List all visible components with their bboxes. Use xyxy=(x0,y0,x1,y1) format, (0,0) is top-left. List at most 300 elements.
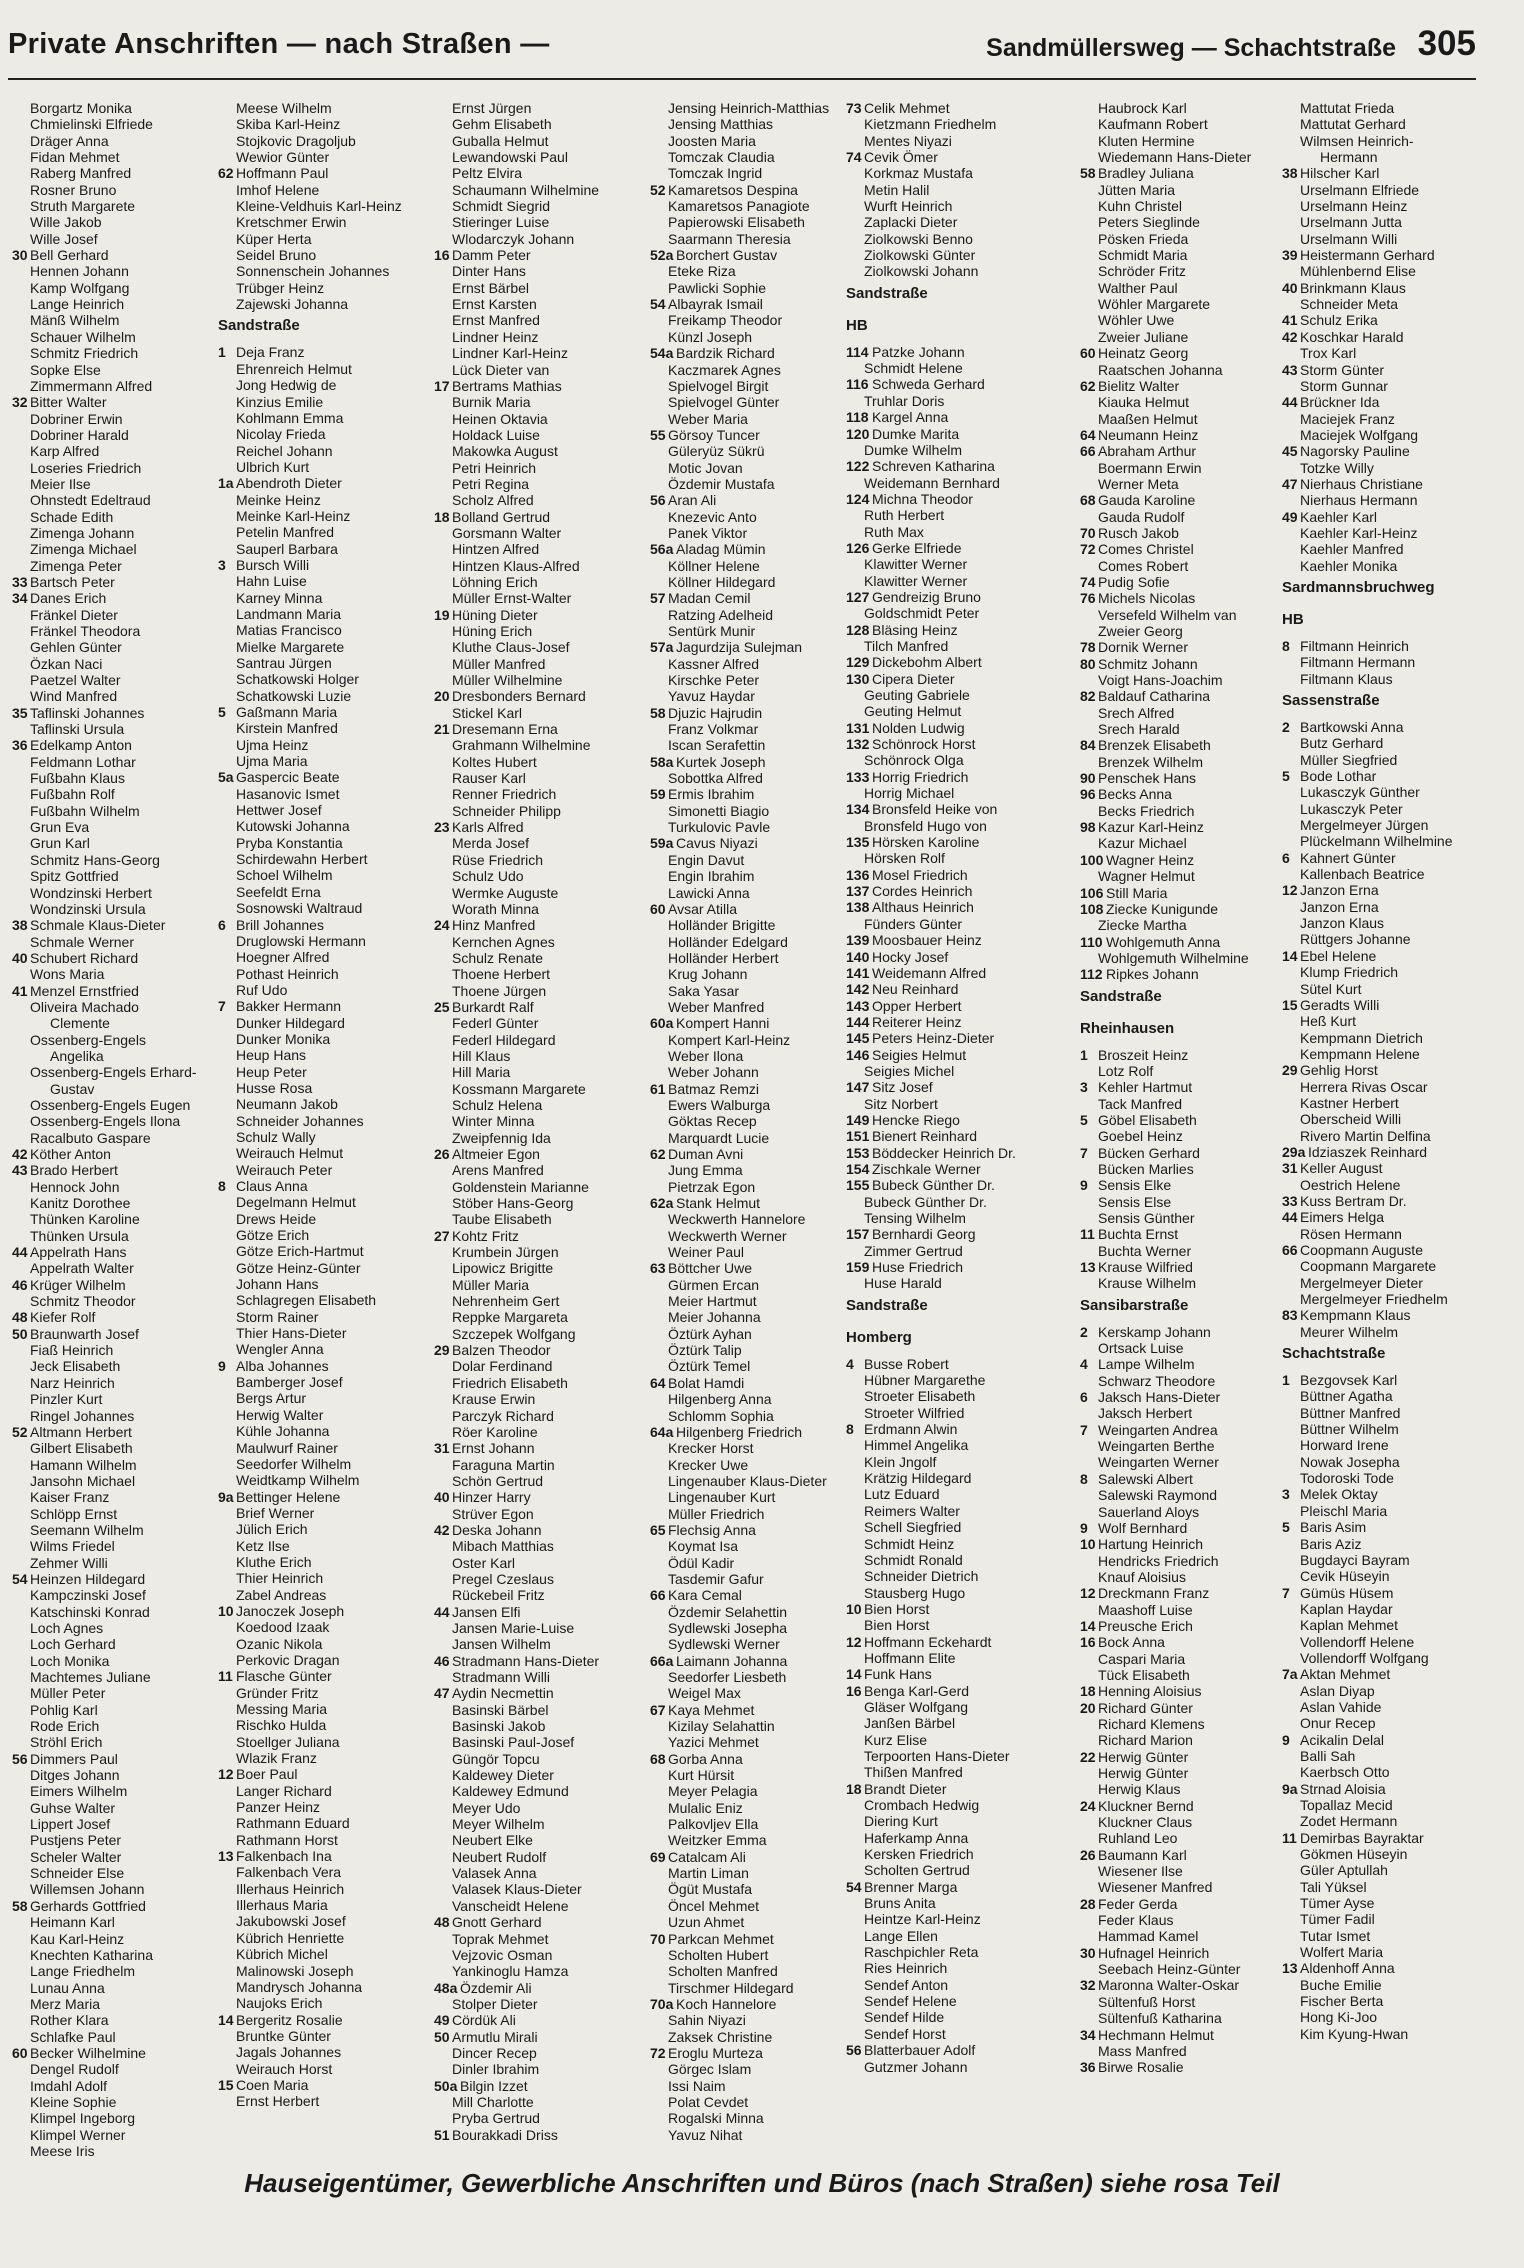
resident-name: Wind Manfred xyxy=(30,688,118,705)
resident-entry xyxy=(434,509,644,525)
house-number: 72 xyxy=(650,2044,666,2061)
resident-entry xyxy=(218,1668,428,1684)
resident-name: Holdack Luise xyxy=(452,426,540,443)
resident-name: Schlöpp Ernst xyxy=(30,1505,118,1522)
resident-entry xyxy=(846,1781,1076,1797)
resident-entry xyxy=(218,1538,428,1554)
resident-entry xyxy=(434,1718,644,1734)
street-heading xyxy=(218,312,428,344)
resident-entry xyxy=(846,1944,1076,1960)
resident-name: Sahin Niyazi xyxy=(668,2012,746,2029)
resident-entry xyxy=(218,1734,428,1750)
resident-name: Birwe Rosalie xyxy=(1098,2059,1184,2076)
house-number: 72 xyxy=(1080,541,1096,558)
resident-name: Kassner Alfred xyxy=(668,655,760,672)
resident-name: Ruth Max xyxy=(864,523,924,540)
resident-entry xyxy=(650,2078,840,2094)
resident-name: Lukasczyk Günther xyxy=(1300,784,1420,801)
resident-entry xyxy=(650,460,840,476)
resident-entry xyxy=(650,983,840,999)
resident-entry xyxy=(650,1146,840,1162)
resident-entry xyxy=(1282,1258,1482,1274)
resident-entry xyxy=(1080,1210,1280,1226)
resident-entry xyxy=(1080,623,1280,639)
resident-entry xyxy=(12,819,212,835)
resident-entry xyxy=(434,1440,644,1456)
resident-entry xyxy=(218,214,428,230)
resident-name: Kerskamp Johann xyxy=(1098,1323,1211,1340)
resident-entry xyxy=(218,1489,428,1505)
resident-name: Hintzen Alfred xyxy=(452,541,540,558)
resident-name: Hübner Margarethe xyxy=(864,1372,986,1389)
resident-entry xyxy=(846,801,1076,817)
resident-entry xyxy=(218,377,428,393)
resident-entry xyxy=(1080,1259,1280,1275)
directory-column xyxy=(650,100,840,2142)
resident-name: Basinski Paul-Josef xyxy=(452,1734,575,1751)
resident-entry xyxy=(218,1554,428,1570)
resident-entry xyxy=(218,231,428,247)
resident-entry xyxy=(1080,427,1280,443)
resident-name: Weidtkamp Wilhelm xyxy=(236,1472,360,1489)
resident-entry xyxy=(1080,1063,1280,1079)
resident-entry xyxy=(650,1604,840,1620)
house-number: 64 xyxy=(1080,426,1096,443)
house-number: 7 xyxy=(1080,1144,1088,1161)
resident-name: Nicolay Frieda xyxy=(236,426,326,443)
resident-name: Tück Elisabeth xyxy=(1098,1666,1190,1683)
resident-entry xyxy=(12,983,212,999)
resident-entry xyxy=(218,966,428,982)
resident-name: Rösen Hermann xyxy=(1300,1225,1402,1242)
house-number: 54 xyxy=(846,1878,862,1895)
resident-name: Stöber Hans-Georg xyxy=(452,1195,574,1212)
house-number: 12 xyxy=(1282,882,1298,899)
resident-name: Eimers Wilhelm xyxy=(30,1783,128,1800)
resident-name: Kompert Hanni xyxy=(676,1015,770,1032)
resident-entry xyxy=(1282,149,1482,165)
resident-name: Kurz Elise xyxy=(864,1731,928,1748)
resident-entry xyxy=(1282,247,1482,263)
house-number: 30 xyxy=(1080,1944,1096,1961)
resident-name: Gutzmer Johann xyxy=(864,2058,968,2075)
resident-name: Schmitz Johann xyxy=(1098,655,1198,672)
resident-name: Petelin Manfred xyxy=(236,524,335,541)
resident-name: Özdemir Selahettin xyxy=(668,1603,788,1620)
resident-entry xyxy=(846,2042,1076,2058)
house-number: 159 xyxy=(846,1259,870,1276)
resident-entry xyxy=(12,852,212,868)
resident-entry xyxy=(218,1897,428,1913)
house-number: 48 xyxy=(434,1914,450,1931)
resident-entry xyxy=(12,1604,212,1620)
resident-entry xyxy=(12,1898,212,1914)
resident-name: Spitz Gottfried xyxy=(30,868,119,885)
resident-name: Storm Günter xyxy=(1300,361,1385,378)
resident-entry xyxy=(12,950,212,966)
resident-name: Jung Emma xyxy=(668,1162,743,1179)
resident-name: Stradmann Hans-Dieter xyxy=(452,1652,600,1669)
resident-name: Scholten Manfred xyxy=(668,1963,778,1980)
street-heading xyxy=(1080,983,1280,1015)
resident-name: Zimenga Peter xyxy=(30,557,122,574)
resident-name: Filtmann Klaus xyxy=(1300,670,1393,687)
resident-entry xyxy=(1080,705,1280,721)
resident-entry xyxy=(218,2061,428,2077)
resident-name: Gründer Fritz xyxy=(236,1684,319,1701)
house-number: 24 xyxy=(1080,1797,1096,1814)
house-number: 42 xyxy=(434,1521,450,1538)
resident-name: Demirbas Bayraktar xyxy=(1300,1829,1424,1846)
resident-entry xyxy=(218,982,428,998)
resident-name: Wondzinski Herbert xyxy=(30,884,152,901)
resident-name: Hong Ki-Joo xyxy=(1300,2009,1378,2026)
resident-entry xyxy=(650,885,840,901)
resident-name: Kersken Friedrich xyxy=(864,1846,974,1863)
resident-name: Schubert Richard xyxy=(30,949,139,966)
resident-entry xyxy=(1282,263,1482,279)
resident-name: Köllner Hildegard xyxy=(668,573,776,590)
resident-entry xyxy=(434,149,644,165)
resident-name: Heup Peter xyxy=(236,1063,307,1080)
resident-name: Federl Günter xyxy=(452,1015,539,1032)
house-number: 7 xyxy=(1080,1421,1088,1438)
resident-name: Angelika xyxy=(50,1047,104,1064)
house-number: 49 xyxy=(1282,508,1298,525)
resident-name: Dornik Werner xyxy=(1098,639,1188,656)
resident-name: Still Maria xyxy=(1106,884,1168,901)
house-number: 44 xyxy=(1282,1209,1298,1226)
resident-entry xyxy=(650,754,840,770)
resident-entry xyxy=(846,1568,1076,1584)
resident-entry xyxy=(1282,1960,1482,1976)
house-number: 6 xyxy=(1080,1389,1088,1406)
resident-name: Menzel Ernstfried xyxy=(30,982,139,999)
resident-entry xyxy=(650,1097,840,1113)
resident-name: Hennen Johann xyxy=(30,263,129,280)
resident-name: Stickel Karl xyxy=(452,704,523,721)
resident-entry xyxy=(846,1226,1076,1242)
resident-entry xyxy=(650,1751,840,1767)
resident-entry xyxy=(12,1097,212,1113)
resident-name: Kim Kyung-Hwan xyxy=(1300,2025,1409,2042)
resident-entry xyxy=(12,1980,212,1996)
resident-name: Pietrzak Egon xyxy=(668,1178,756,1195)
resident-entry xyxy=(650,607,840,623)
resident-name: Zweipfennig Ida xyxy=(452,1129,551,1146)
resident-entry xyxy=(846,1650,1076,1666)
resident-entry xyxy=(1282,1993,1482,2009)
resident-name: Kiefer Rolf xyxy=(30,1309,96,1326)
resident-entry xyxy=(1080,1651,1280,1667)
resident-entry xyxy=(434,541,644,557)
resident-entry xyxy=(434,1653,644,1669)
resident-name: Freikamp Theodor xyxy=(668,312,783,329)
resident-name: Zimenga Johann xyxy=(30,524,135,541)
resident-entry xyxy=(218,688,428,704)
resident-name: Edelkamp Anton xyxy=(30,737,132,754)
house-number: 52a xyxy=(650,247,674,264)
resident-name: Sendef Horst xyxy=(864,2025,946,2042)
resident-name: Jansohn Michael xyxy=(30,1472,136,1489)
resident-name: Schlagregen Elisabeth xyxy=(236,1292,377,1309)
resident-name: Kinzius Emilie xyxy=(236,393,324,410)
resident-name: Schneider Johannes xyxy=(236,1112,364,1129)
resident-name: Kirschke Peter xyxy=(668,672,760,689)
resident-entry xyxy=(434,1130,644,1146)
header-left-title: Private Anschriften — nach Straßen — xyxy=(8,28,550,60)
resident-name: Vollendorff Helene xyxy=(1300,1633,1415,1650)
resident-name: Janzon Erna xyxy=(1300,898,1379,915)
resident-entry xyxy=(650,1506,840,1522)
resident-entry xyxy=(650,116,840,132)
resident-entry xyxy=(12,1996,212,2012)
house-number: 122 xyxy=(846,458,870,475)
house-number: 13 xyxy=(1080,1259,1096,1276)
resident-name: Seidel Bruno xyxy=(236,247,317,264)
resident-name: Bronsfeld Heike von xyxy=(872,801,998,818)
resident-name: Herrera Rivas Oscar xyxy=(1300,1078,1428,1095)
resident-name: Aydin Necmettin xyxy=(452,1685,554,1702)
resident-name: Dumke Marita xyxy=(872,425,960,442)
resident-name: Rauser Karl xyxy=(452,770,526,787)
resident-name: Coopmann Margarete xyxy=(1300,1258,1437,1275)
resident-entry xyxy=(1080,182,1280,198)
resident-entry xyxy=(12,1653,212,1669)
resident-name: Schaumann Wilhelmine xyxy=(452,181,600,198)
resident-entry xyxy=(12,721,212,737)
resident-name: Thoene Herbert xyxy=(452,966,551,983)
resident-entry xyxy=(12,525,212,541)
resident-entry xyxy=(434,1113,644,1129)
resident-entry xyxy=(12,1408,212,1424)
resident-name: Holländer Edelgard xyxy=(668,933,788,950)
resident-name: Schmidt Maria xyxy=(1098,247,1188,264)
resident-name: Michels Nicolas xyxy=(1098,590,1196,607)
resident-name: Onur Recep xyxy=(1300,1715,1376,1732)
resident-entry xyxy=(12,1162,212,1178)
resident-name: Lindner Karl-Heinz xyxy=(452,345,568,362)
resident-name: Lutz Eduard xyxy=(864,1486,940,1503)
house-number: 60 xyxy=(650,900,666,917)
resident-entry xyxy=(650,525,840,541)
resident-entry xyxy=(650,1162,840,1178)
house-number: 96 xyxy=(1080,786,1096,803)
resident-name: Nowak Josepha xyxy=(1300,1453,1400,1470)
resident-name: Wiesener Manfred xyxy=(1098,1879,1213,1896)
resident-name: Herwig Günter xyxy=(1098,1748,1189,1765)
resident-entry xyxy=(12,934,212,950)
resident-entry xyxy=(650,2094,840,2110)
resident-name: Kampczinski Josef xyxy=(30,1587,146,1604)
resident-entry xyxy=(12,1718,212,1734)
house-number: 132 xyxy=(846,736,870,753)
resident-name: Kluten Hermine xyxy=(1098,132,1195,149)
resident-entry xyxy=(650,1342,840,1358)
resident-name: Seemann Wilhelm xyxy=(30,1521,144,1538)
resident-name: Fränkel Dieter xyxy=(30,606,118,623)
resident-entry xyxy=(218,1080,428,1096)
resident-entry xyxy=(650,1767,840,1783)
house-number: 26 xyxy=(1080,1846,1096,1863)
resident-entry xyxy=(434,1685,644,1701)
resident-entry xyxy=(434,427,644,443)
resident-entry xyxy=(650,1457,840,1473)
resident-name: Ernst Karsten xyxy=(452,296,537,313)
resident-entry xyxy=(650,1620,840,1636)
resident-name: Heß Kurt xyxy=(1300,1013,1357,1030)
house-number: 135 xyxy=(846,834,870,851)
resident-entry xyxy=(650,214,840,230)
resident-entry xyxy=(434,1097,644,1113)
resident-entry xyxy=(650,1685,840,1701)
street-heading-label: Sandstraße xyxy=(218,317,300,335)
resident-entry xyxy=(12,443,212,459)
resident-name: Zimmer Gertrud xyxy=(864,1242,963,1259)
resident-entry xyxy=(434,901,644,917)
resident-name: Crombach Hedwig xyxy=(864,1797,980,1813)
house-number: 130 xyxy=(846,670,870,687)
resident-name: Neubert Rudolf xyxy=(452,1848,547,1865)
resident-name: Loch Agnes xyxy=(30,1619,104,1636)
resident-name: Yavuz Nihat xyxy=(668,2126,743,2143)
resident-name: Druglowski Hermann xyxy=(236,932,366,949)
resident-entry xyxy=(434,1064,644,1080)
house-number: 133 xyxy=(846,768,870,785)
resident-name: Zaksek Christine xyxy=(668,2028,773,2045)
resident-entry xyxy=(218,917,428,933)
resident-name: Johann Hans xyxy=(236,1276,319,1293)
resident-name: Bien Horst xyxy=(864,1617,930,1634)
house-number: 70 xyxy=(1080,524,1096,541)
resident-entry xyxy=(650,1963,840,1979)
resident-entry xyxy=(846,687,1076,703)
resident-name: Bücken Gerhard xyxy=(1098,1144,1200,1161)
resident-entry xyxy=(218,459,428,475)
resident-name: Feder Gerda xyxy=(1098,1895,1178,1912)
resident-entry xyxy=(434,1293,644,1309)
house-number: 35 xyxy=(12,704,28,721)
resident-name: Kiauka Helmut xyxy=(1098,394,1190,411)
resident-entry xyxy=(434,1244,644,1260)
resident-entry xyxy=(218,443,428,459)
resident-entry xyxy=(434,1424,644,1440)
resident-name: Schulz Udo xyxy=(452,868,524,885)
resident-entry xyxy=(1080,1879,1280,1895)
resident-name: Jong Hedwig de xyxy=(236,377,337,394)
resident-name: Landmann Maria xyxy=(236,605,342,622)
resident-entry xyxy=(846,360,1076,376)
resident-name: Imdahl Adolf xyxy=(30,2077,108,2094)
resident-entry xyxy=(1080,1161,1280,1177)
resident-entry xyxy=(12,296,212,312)
resident-entry xyxy=(1080,1798,1280,1814)
house-number: 59 xyxy=(650,786,666,803)
resident-name: Simonetti Biagio xyxy=(668,802,770,819)
resident-name: Oster Karl xyxy=(452,1554,516,1571)
resident-entry xyxy=(218,182,428,198)
resident-name: Seigies Michel xyxy=(864,1062,955,1079)
resident-entry xyxy=(218,149,428,165)
resident-name: Müller Manfred xyxy=(452,655,546,672)
resident-entry xyxy=(12,394,212,410)
resident-name: Sentürk Munir xyxy=(668,623,756,639)
resident-name: Urselmann Elfriede xyxy=(1300,181,1420,198)
resident-name: Schröder Fritz xyxy=(1098,263,1186,280)
resident-entry xyxy=(12,476,212,492)
resident-name: Lunau Anna xyxy=(30,1979,105,1996)
house-number: 17 xyxy=(434,377,450,394)
resident-name: Acikalin Delal xyxy=(1300,1731,1385,1748)
resident-name: Raschpichler Reta xyxy=(864,1944,979,1961)
resident-name: Holländer Herbert xyxy=(668,949,779,966)
resident-name: Ruhland Leo xyxy=(1098,1830,1178,1847)
resident-entry xyxy=(846,442,1076,458)
resident-name: Kanitz Dorothee xyxy=(30,1195,131,1212)
resident-name: Geuting Gabriele xyxy=(864,687,970,703)
resident-entry xyxy=(846,1617,1076,1633)
resident-entry xyxy=(1080,574,1280,590)
resident-name: Nierhaus Hermann xyxy=(1300,492,1418,509)
resident-entry xyxy=(1080,1569,1280,1585)
resident-name: Kehler Hartmut xyxy=(1098,1079,1193,1096)
house-number: 68 xyxy=(1080,492,1096,509)
resident-entry xyxy=(1282,1405,1482,1421)
resident-name: Neumann Heinz xyxy=(1098,426,1199,443)
resident-entry xyxy=(12,607,212,623)
house-number: 58 xyxy=(1080,165,1096,182)
resident-name: Knauf Aloisius xyxy=(1098,1568,1186,1585)
resident-entry xyxy=(1080,1112,1280,1128)
resident-entry xyxy=(846,149,1076,165)
resident-entry xyxy=(650,231,840,247)
resident-entry xyxy=(218,1358,428,1374)
house-number: 30 xyxy=(12,247,28,264)
resident-name: Hüning Dieter xyxy=(452,606,538,623)
resident-name: Plückelmann Wilhelmine xyxy=(1300,833,1453,850)
resident-entry xyxy=(846,182,1076,198)
resident-name: Gilbert Elisabeth xyxy=(30,1440,133,1457)
resident-name: Trübger Heinz xyxy=(236,279,325,296)
resident-name: Weidemann Alfred xyxy=(872,964,987,981)
resident-entry xyxy=(12,427,212,443)
house-number: 74 xyxy=(1080,573,1096,590)
resident-name: Sütel Kurt xyxy=(1300,980,1362,997)
resident-entry xyxy=(434,688,644,704)
resident-entry xyxy=(218,361,428,377)
resident-name: Maciejek Wolfgang xyxy=(1300,426,1419,443)
house-number: 50a xyxy=(434,2077,458,2094)
resident-name: Koymat Isa xyxy=(668,1538,739,1555)
resident-name: Zehmer Willi xyxy=(30,1554,108,1571)
resident-name: Sitz Josef xyxy=(872,1079,933,1096)
resident-entry xyxy=(650,1538,840,1554)
resident-name: Hennock John xyxy=(30,1178,120,1195)
house-number: 106 xyxy=(1080,884,1104,901)
resident-name: Lange Friedhelm xyxy=(30,1963,136,1980)
resident-entry xyxy=(434,296,644,312)
house-number: 9 xyxy=(1080,1177,1088,1194)
resident-name: Löhning Erich xyxy=(452,573,538,590)
resident-name: Struth Margarete xyxy=(30,198,136,215)
resident-entry xyxy=(218,1227,428,1243)
resident-name: Ehrenreich Helmut xyxy=(236,360,352,377)
resident-entry xyxy=(1080,2027,1280,2043)
resident-name: Flasche Günter xyxy=(236,1668,332,1685)
resident-entry xyxy=(846,998,1076,1014)
resident-entry xyxy=(650,427,840,443)
resident-entry xyxy=(650,934,840,950)
